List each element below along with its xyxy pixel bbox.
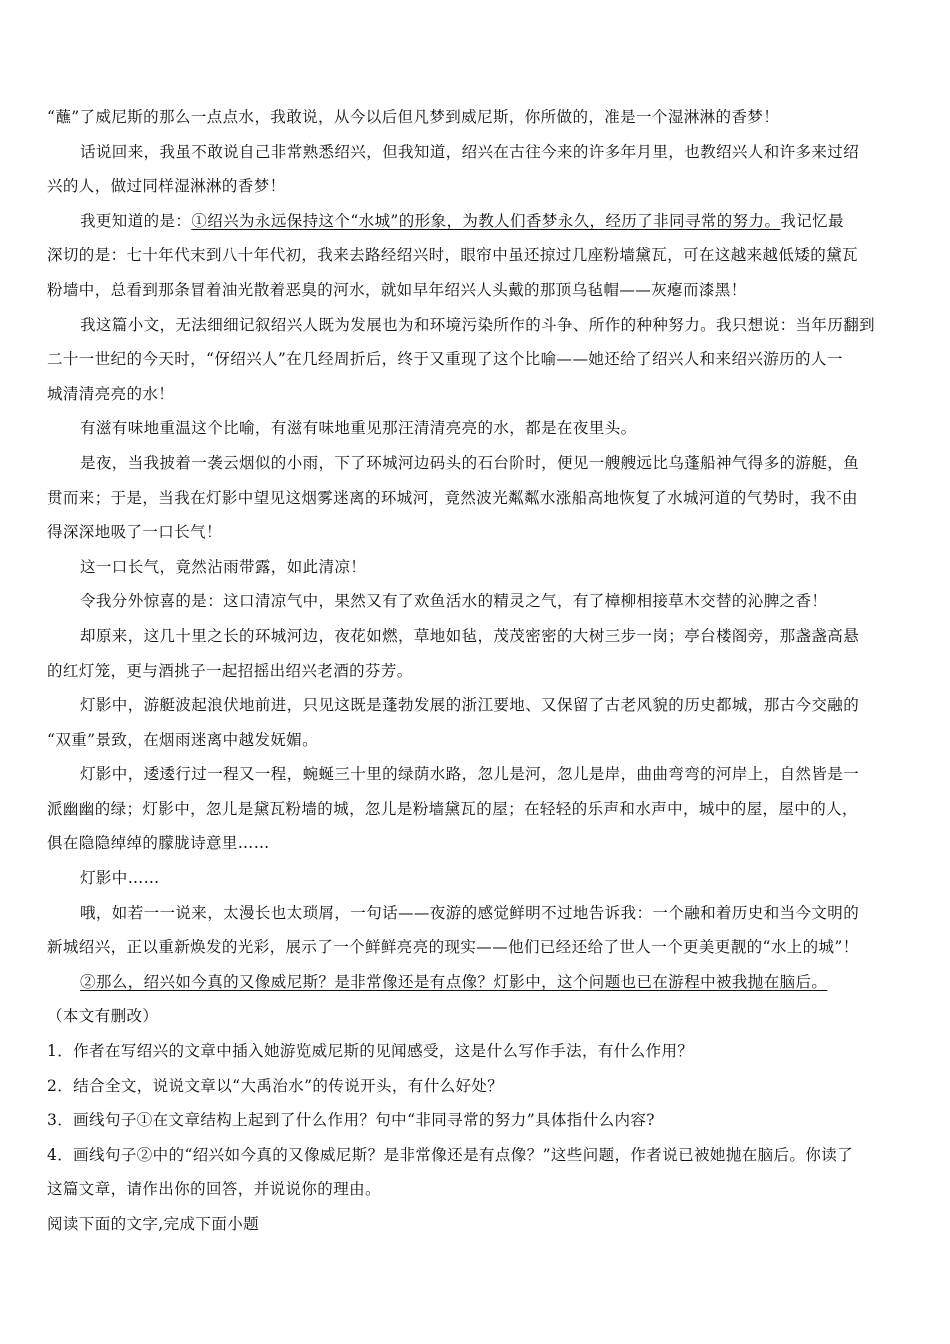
text-line: 贯而来；于是，当我在灯影中望见这烟雾迷离的环城河，竟然波光粼粼水涨船高地恢复了水城河道的气势时，我不由 xyxy=(47,488,858,507)
text-line: 新城绍兴，正以重新焕发的光彩，展示了一个鲜鲜亮亮的现实——他们已经还给了世人一个更美更靓的“水上的城”！ xyxy=(47,938,859,957)
underlined-sentence-2: ②那么，绍兴如今真的又像威尼斯？是非常像还是有点像？灯影中，这个问题也已在游程中被我抛在脑后。 xyxy=(80,972,828,991)
question-3: 3．画线句子①在文章结构上起到了什么作用？句中“非同寻常的努力”具体指什么内容? xyxy=(47,1111,656,1130)
text-span: 我记忆最 xyxy=(780,211,844,230)
paragraph-start: 有滋有味地重温这个比喻，有滋有味地重见那汪清清亮亮的水，都是在夜里头。 xyxy=(80,419,637,438)
text-line: 深切的是：七十年代末到八十年代初，我来去路经绍兴时，眼帘中虽还掠过几座粉墙黛瓦，可在这越来越低矮的黛瓦 xyxy=(47,246,858,265)
text-span: 我更知道的是： xyxy=(80,211,192,230)
text-line: “双重”景致，在烟雨迷离中越发妩媚。 xyxy=(47,730,319,749)
paragraph-start: 话说回来，我虽不敢说自己非常熟悉绍兴，但我知道，绍兴在古往今来的许多年月里，也教绍兴人和许多来过绍 xyxy=(80,142,860,161)
text-line: 城清清亮亮的水！ xyxy=(47,384,175,403)
underlined-sentence-1: ①绍兴为永远保持这个“水城”的形象，为教人们香梦永久，经历了非同寻常的努力。 xyxy=(191,211,781,230)
paragraph-start: 灯影中…… xyxy=(80,869,160,888)
paragraph-start: 是夜，当我披着一袭云烟似的小雨，下了环城河边码头的石台阶时，便见一艘艘远比乌蓬船神气得多的游艇，鱼 xyxy=(80,453,860,472)
question-4-continued: 这篇文章，请作出你的回答，并说说你的理由。 xyxy=(47,1180,381,1199)
paragraph-start: 我这篇小文，无法细细记叙绍兴人既为发展也为和环境污染所作的斗争、所作的种种努力。我只想说：当年历翻到 xyxy=(80,315,876,334)
text-line: “蘸”了威尼斯的那么一点点水，我敢说，从今以后但凡梦到威尼斯，你所做的，准是一个湿淋淋的香梦！ xyxy=(47,108,780,126)
paragraph-start xyxy=(47,204,903,239)
text-line: 俱在隐隐绰绰的朦胧诗意里…… xyxy=(47,834,270,853)
paragraph-start: 灯影中，逶逶行过一程又一程，蜿蜒三十里的绿荫水路，忽儿是河，忽儿是岸，曲曲弯弯的河岸上，自然皆是一 xyxy=(80,765,860,784)
paragraph-start: 这一口长气，竟然沾雨带露，如此清凉！ xyxy=(80,557,367,576)
next-section-instruction: 阅读下面的文字,完成下面小题 xyxy=(47,1215,260,1233)
paragraph-start: 令我分外惊喜的是：这口清凉气中，果然又有了欢鱼活水的精灵之气，有了樟柳相接草木交替的沁脾之香！ xyxy=(80,592,828,611)
paragraph-start: 哦，如若一一说来，太漫长也太琐屑，一句话——夜游的感觉鲜明不过地告诉我：一个融和着历史和当今文明的 xyxy=(80,903,860,922)
text-line: 兴的人，做过同样湿淋淋的香梦！ xyxy=(47,177,286,196)
question-4: 4．画线句子②中的“绍兴如今真的又像威尼斯？是非常像还是有点像？”这些问题，作者说已被她抛在脑后。你读了 xyxy=(47,1145,854,1164)
text-line: 粉墙中，总看到那条冒着油光散着恶臭的河水，就如早年绍兴人头戴的那顶乌毡帽——灰瘪而漆黑！ xyxy=(47,280,747,299)
text-line: 得深深地吸了一口长气！ xyxy=(47,523,222,542)
paragraph-start: 灯影中，游艇波起浪伏地前进，只见这既是蓬勃发展的浙江要地、又保留了古老风貌的历史都城，那古今交融的 xyxy=(80,696,860,715)
question-1: 1．作者在写绍兴的文章中插入她游览威尼斯的见闻感受，这是什么写作手法，有什么作用？ xyxy=(47,1042,694,1061)
source-note: （本文有删改） xyxy=(47,1007,159,1026)
question-2: 2．结合全文，说说文章以“大禹治水”的传说开头，有什么好处？ xyxy=(47,1076,504,1095)
text-line: 的红灯笼，更与酒挑子一起招摇出绍兴老酒的芬芳。 xyxy=(47,661,413,680)
text-line: 派幽幽的绿；灯影中，忽儿是黛瓦粉墙的城，忽儿是粉墙黛瓦的屋；在轻轻的乐声和水声中，城中的屋，屋中的人， xyxy=(47,799,858,818)
paragraph-start xyxy=(47,965,903,1000)
paragraph-start: 却原来，这几十里之长的环城河边，夜花如燃，草地如毡，茂茂密密的大树三步一岗；亭台楼阁旁，那盏盏高悬 xyxy=(80,626,860,645)
text-line: 二十一世纪的今天时，“伢绍兴人”在几经周折后，终于又重现了这个比喻——她还给了绍兴人和来绍兴游历的人一 xyxy=(47,350,843,369)
